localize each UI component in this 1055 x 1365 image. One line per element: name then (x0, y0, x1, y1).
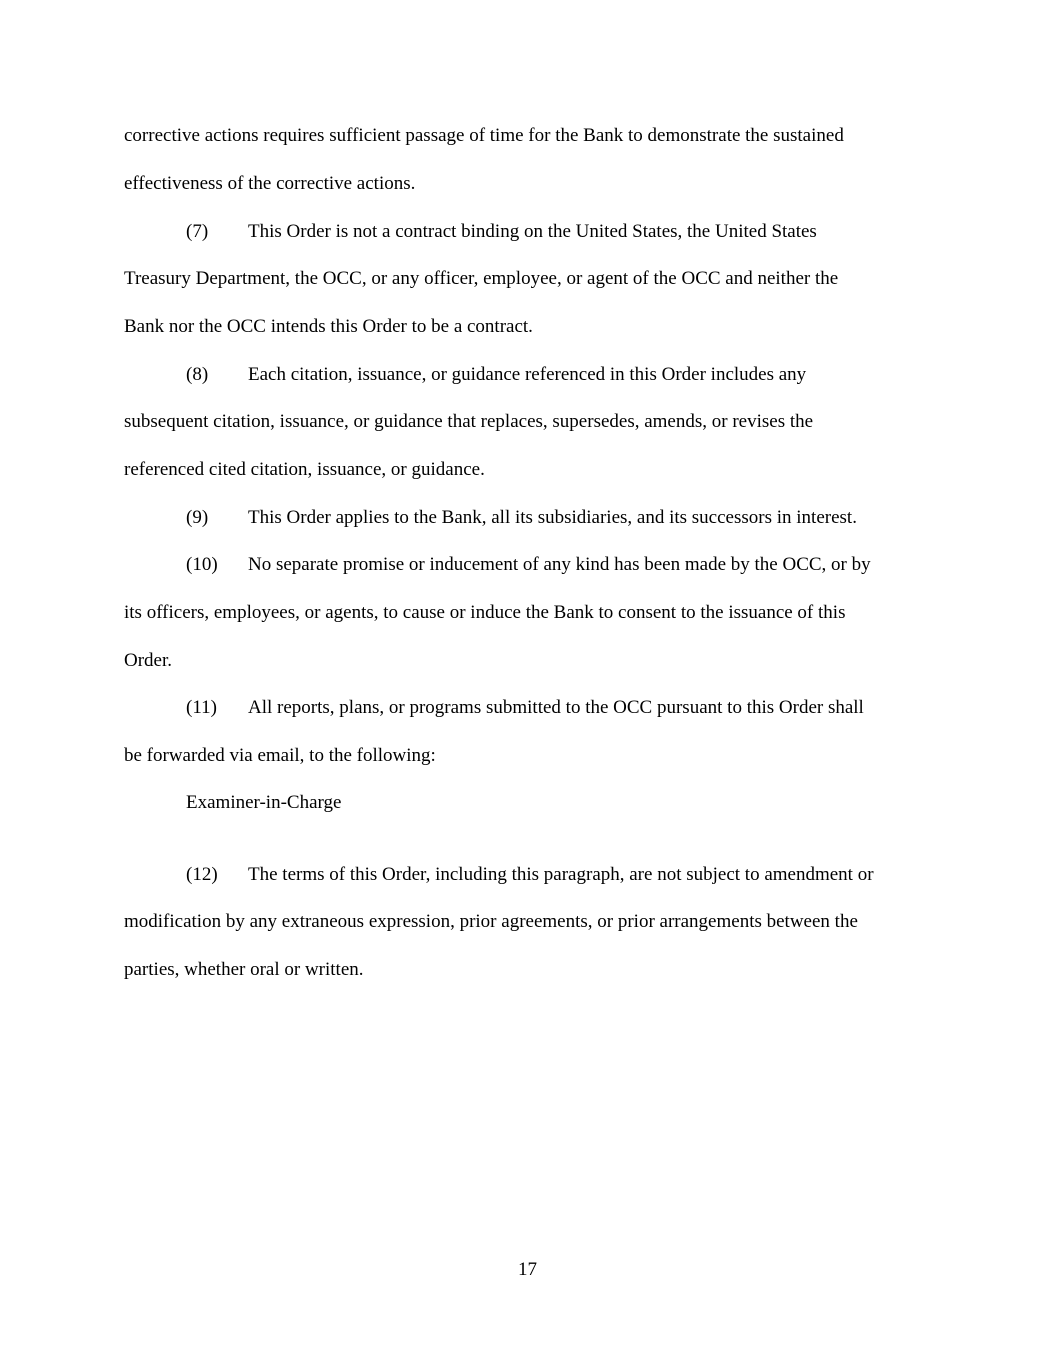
page-number: 17 (518, 1259, 537, 1280)
paragraph-first-line: This Order applies to the Bank, all its subsidiaries, and its successors in interest. (248, 507, 857, 528)
body-text-line: referenced cited citation, issuance, or guidance. (124, 459, 485, 480)
body-text-line: Order. (124, 650, 173, 671)
recipient-line: Examiner-in-Charge (186, 792, 342, 813)
body-text-line: Bank nor the OCC intends this Order to be a contract. (124, 316, 533, 337)
body-text-line: Treasury Department, the OCC, or any officer, employee, or agent of the OCC and neither the (124, 268, 839, 289)
body-text-line: parties, whether oral or written. (124, 959, 364, 980)
paragraph-number: (12) (186, 864, 218, 885)
paragraph-number: (7) (186, 221, 209, 242)
paragraph-number: (10) (186, 554, 218, 575)
paragraph-number: (9) (186, 507, 209, 528)
paragraph-first-line: All reports, plans, or programs submitted to the OCC pursuant to this Order shall (248, 697, 864, 718)
paragraph-number: (8) (186, 364, 209, 385)
paragraph-number: (11) (186, 697, 217, 718)
body-text-line: subsequent citation, issuance, or guidance that replaces, supersedes, amends, or revises the (124, 411, 814, 432)
paragraph-first-line: The terms of this Order, including this paragraph, are not subject to amendment or (248, 864, 874, 885)
body-text-line: effectiveness of the corrective actions. (124, 173, 416, 194)
body-text-line: be forwarded via email, to the following: (124, 745, 436, 766)
body-text-line: corrective actions requires sufficient passage of time for the Bank to demonstrate the sustained (124, 125, 844, 146)
body-text-line: modification by any extraneous expression, prior agreements, or prior arrangements between the (124, 911, 858, 932)
paragraph-first-line: This Order is not a contract binding on the United States, the United States (248, 221, 817, 242)
paragraph-first-line: No separate promise or inducement of any kind has been made by the OCC, or by (248, 554, 871, 575)
body-text-line: its officers, employees, or agents, to cause or induce the Bank to consent to the issuance of this (124, 602, 846, 623)
paragraph-first-line: Each citation, issuance, or guidance referenced in this Order includes any (248, 364, 807, 385)
